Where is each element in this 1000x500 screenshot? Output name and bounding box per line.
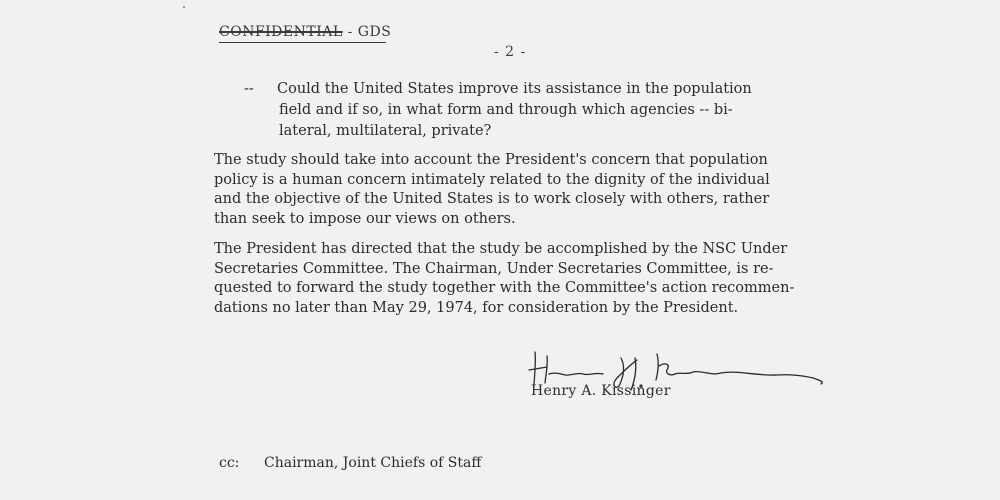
paragraph-line: Secretaries Committee. The Chairman, Under Secretaries Committee, is re- — [214, 260, 774, 277]
paragraph-line: than seek to impose our views on others. — [214, 210, 516, 227]
page-number: - 2 - — [494, 44, 527, 60]
paragraph-line: The President has directed that the study be accomplished by the NSC Under — [214, 241, 788, 257]
signer-name: Henry A. Kissinger — [531, 383, 671, 399]
bullet-line: lateral, multilateral, private? — [279, 123, 492, 139]
bullet-line: field and if so, in what form and through which agencies -- bi- — [279, 102, 733, 118]
cc-recipient: Chairman, Joint Chiefs of Staff — [264, 455, 482, 471]
classification-underline — [219, 42, 386, 43]
paragraph-line: dations no later than May 29, 1974, for consideration by the President. — [214, 299, 739, 316]
bullet-marker: -- — [244, 81, 254, 97]
paragraph-line: policy is a human concern intimately related to the dignity of the individual — [214, 171, 770, 188]
classification-struck: CONFIDENTIAL — [219, 24, 343, 40]
paragraph-line: The study should take into account the President's concern that population — [214, 152, 768, 168]
classification-suffix: - GDS — [342, 24, 392, 40]
paragraph-directive — [214, 240, 794, 318]
cc-label: cc: — [219, 455, 240, 471]
paragraph-line: quested to forward the study together with the Committee's action recommen- — [214, 280, 795, 296]
classification-marking — [219, 24, 391, 40]
bullet-line: Could the United States improve its assistance in the population — [277, 81, 752, 97]
bullet-question — [277, 79, 777, 142]
paragraph-study-concern — [214, 151, 794, 229]
scan-speck — [183, 6, 185, 8]
paragraph-line: and the objective of the United States is to work closely with others, rather — [214, 191, 770, 207]
